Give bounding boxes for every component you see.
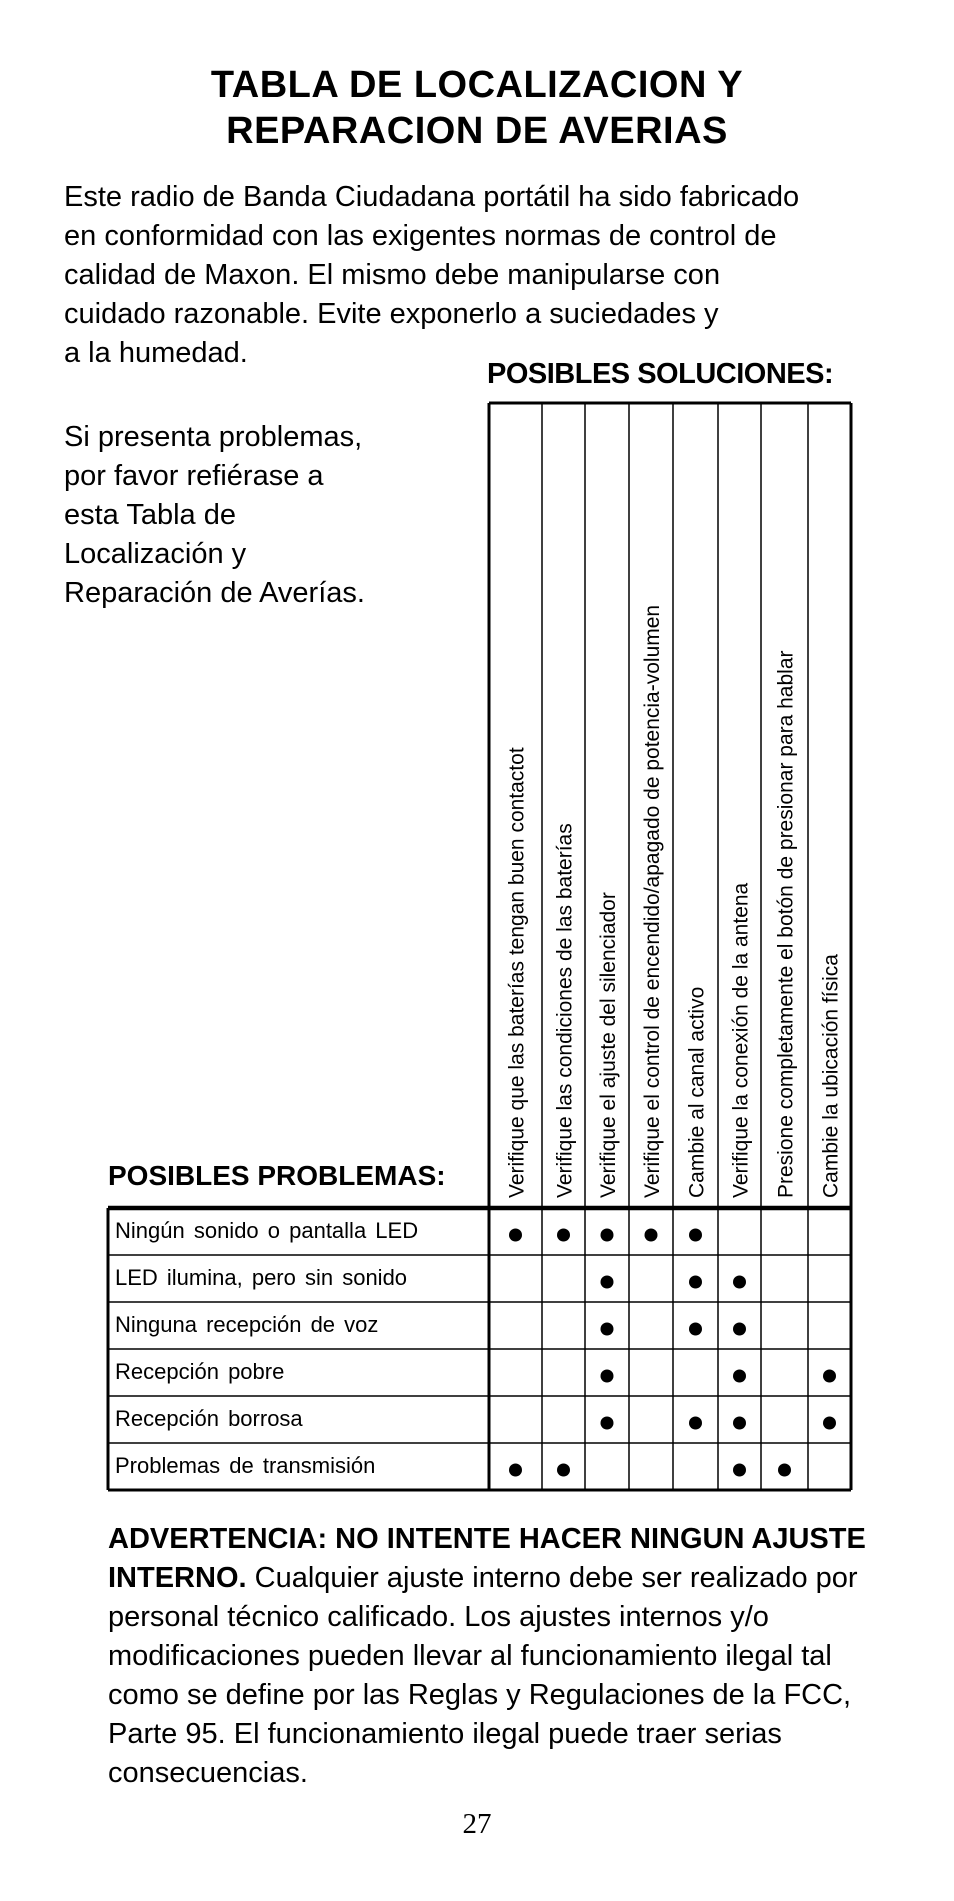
- solution-label: Presione completamente el botón de presionar para hablar: [774, 650, 798, 1198]
- solution-label: Verifique el ajuste del silenciador: [597, 892, 620, 1198]
- reference-line: Reparación de Averías.: [64, 577, 365, 609]
- problem-label: Recepción pobre: [115, 1359, 285, 1384]
- marker-dot: [823, 1370, 836, 1383]
- marker-dot: [601, 1370, 614, 1383]
- marker-dot: [509, 1229, 522, 1242]
- marker-dot: [733, 1370, 746, 1383]
- marker-dot: [689, 1417, 702, 1430]
- problems-heading: POSIBLES PROBLEMAS:: [108, 1160, 446, 1191]
- marker-dot: [733, 1323, 746, 1336]
- solution-label: Cambie al canal activo: [685, 986, 709, 1198]
- reference-line: esta Tabla de: [64, 499, 236, 531]
- problem-label: Problemas de transmisión: [115, 1453, 376, 1478]
- intro-line: a la humedad.: [64, 337, 248, 369]
- intro-line: cuidado razonable. Evite exponerlo a suciedades y: [64, 298, 719, 330]
- warning-body: Cualquier ajuste interno debe ser realizado por personal técnico calificado. Los ajustes internos y/o modificaciones pueden llevar al funcionamiento ilegal tal como se define por las Reglas y Regulaciones de la FCC, Parte 95. El funcionamiento ilegal puede traer serias consecuencias.: [108, 1562, 858, 1789]
- page-number: 27: [462, 1808, 492, 1840]
- reference-line: por favor refiérase a: [64, 460, 324, 492]
- reference-line: Localización y: [64, 538, 247, 570]
- marker-dot: [778, 1464, 791, 1477]
- marker-dot: [733, 1417, 746, 1430]
- solution-label: Verifique las condiciones de las baterías: [553, 823, 577, 1198]
- intro-line: calidad de Maxon. El mismo debe manipularse con: [64, 259, 721, 291]
- marker-dot: [733, 1276, 746, 1289]
- problem-label: Ninguna recepción de voz: [115, 1312, 379, 1337]
- marker-dot: [557, 1464, 570, 1477]
- solution-label: Verifique el control de encendido/apagado de potencia-volumen: [641, 604, 664, 1198]
- problem-label: LED ilumina, pero sin sonido: [115, 1265, 408, 1290]
- marker-dot: [601, 1323, 614, 1336]
- marker-dot: [557, 1229, 570, 1242]
- intro-line: Este radio de Banda Ciudadana portátil ha sido fabricado: [64, 181, 800, 213]
- title-line-1: TABLA DE LOCALIZACION Y: [210, 64, 744, 106]
- reference-line: Si presenta problemas,: [64, 421, 363, 453]
- marker-dot: [509, 1464, 522, 1477]
- marker-dot: [601, 1417, 614, 1430]
- marker-dot: [645, 1229, 658, 1242]
- problem-label: Ningún sonido o pantalla LED: [115, 1218, 419, 1243]
- marker-dot: [601, 1276, 614, 1289]
- marker-dot: [733, 1464, 746, 1477]
- intro-line: en conformidad con las exigentes normas de control de: [64, 220, 777, 252]
- solutions-heading: POSIBLES SOLUCIONES:: [487, 358, 834, 390]
- marker-dot: [689, 1276, 702, 1289]
- marker-dot: [823, 1417, 836, 1430]
- marker-dot: [689, 1323, 702, 1336]
- problem-label: Recepción borrosa: [115, 1406, 303, 1431]
- marker-dot: [601, 1229, 614, 1242]
- solution-label: Verifique que las baterías tengan buen contactot: [505, 747, 529, 1198]
- warning-paragraph: [108, 1520, 908, 1793]
- solution-label: Cambie la ubicación física: [819, 954, 843, 1198]
- solution-label: Verifique la conexión de la antena: [729, 882, 753, 1198]
- title-line-2: REPARACION DE AVERIAS: [226, 110, 728, 152]
- warning-heading: ADVERTENCIA: NO INTENTE HACER NINGUN AJUSTE INTERNO.: [108, 1523, 866, 1594]
- marker-dot: [689, 1229, 702, 1242]
